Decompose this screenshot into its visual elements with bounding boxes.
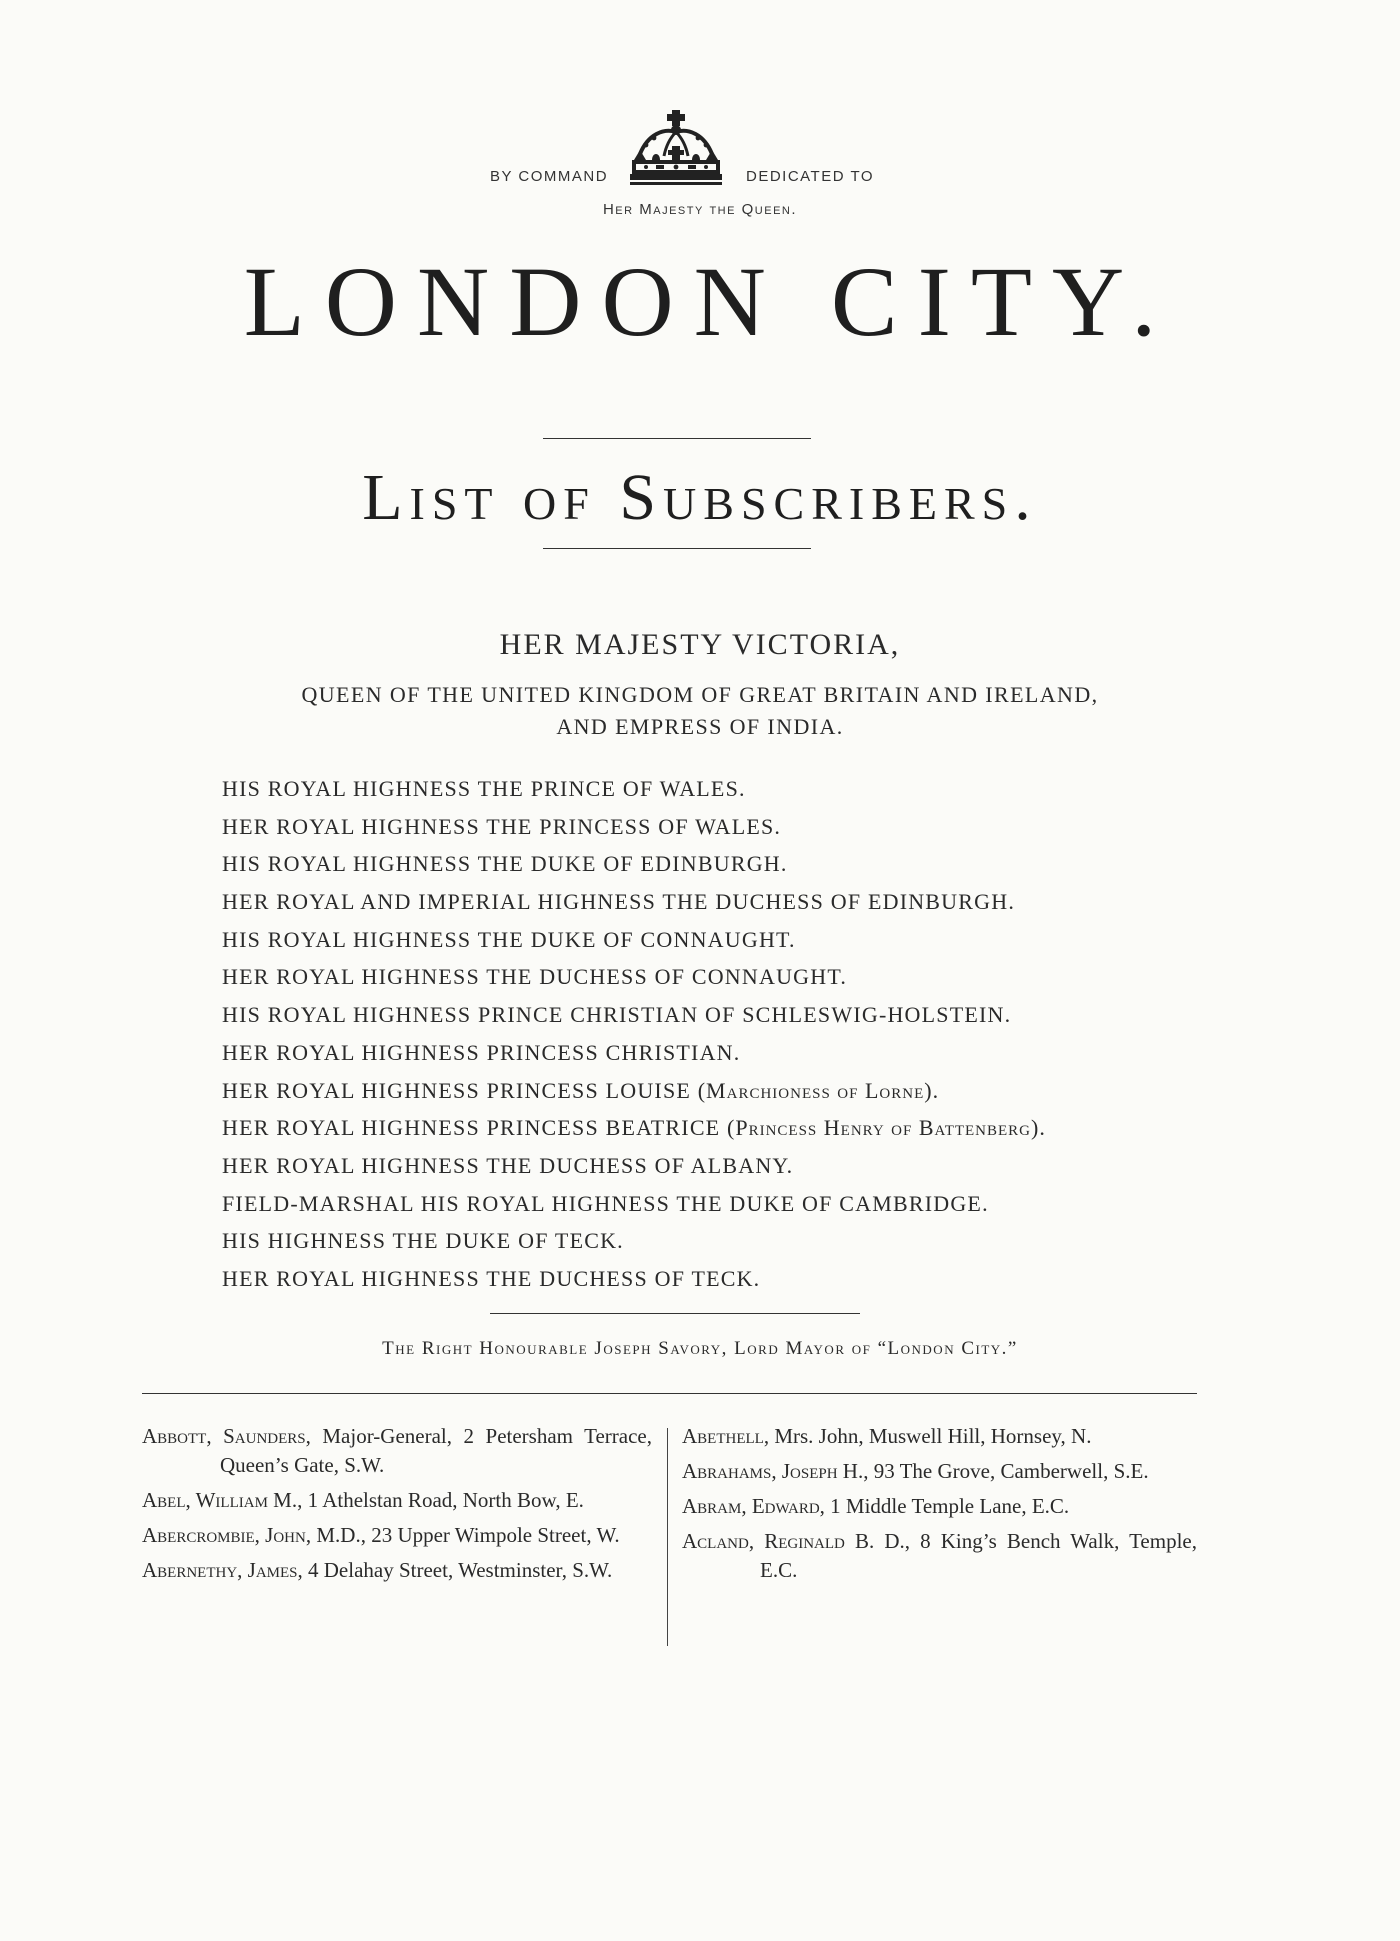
list-item: HIS HIGHNESS THE DUKE OF TECK.: [222, 1228, 624, 1254]
subscriber-entry: Abethell, Mrs. John, Muswell Hill, Hornsey, N.: [682, 1424, 1092, 1448]
list-item: HIS ROYAL HIGHNESS PRINCE CHRISTIAN OF SCHLESWIG-HOLSTEIN.: [222, 1002, 1012, 1028]
columns-divider: [142, 1393, 1197, 1394]
column-separator: [667, 1428, 668, 1646]
her-majesty-line: Her Majesty the Queen.: [602, 201, 798, 218]
title-parenthetical: (Marchioness of Lorne).: [697, 1077, 940, 1103]
subscriber-entry: Abercrombie, John, M.D., 23 Upper Wimpole Street, W.: [142, 1523, 620, 1547]
dedication-header: [0, 110, 1400, 220]
subscriber-entry: Abel, William M., 1 Athelstan Road, North Bow, E.: [142, 1488, 584, 1512]
subscriber-entry: Acland, Reginald B. D., 8 King’s Bench Walk, Temple, E.C.: [682, 1529, 1197, 1582]
title-parenthetical: (Princess Henry of Battenberg).: [727, 1115, 1046, 1141]
dedicated-to-text: DEDICATED TO: [746, 168, 875, 185]
subscriber-entry: Abram, Edward, 1 Middle Temple Lane, E.C.: [682, 1494, 1070, 1518]
list-item: HER ROYAL HIGHNESS PRINCESS CHRISTIAN.: [222, 1039, 741, 1065]
subscribers-column-right: [682, 1422, 1197, 1591]
crown-icon: [626, 110, 726, 186]
list-item: HER ROYAL HIGHNESS THE DUCHESS OF CONNAUGHT.: [222, 964, 848, 990]
title-divider-bottom: [543, 548, 811, 549]
list-item: HER ROYAL HIGHNESS THE PRINCESS OF WALES.: [222, 813, 782, 839]
list-item: HER ROYAL AND IMPERIAL HIGHNESS THE DUCHESS OF EDINBURGH.: [222, 889, 1016, 915]
queen-title-line-2: AND EMPRESS OF INDIA.: [556, 714, 844, 739]
subscriber-entry: Abbott, Saunders, Major-General, 2 Petersham Terrace, Queen’s Gate, S.W.: [142, 1424, 653, 1477]
page-subtitle: List of Subscribers.: [362, 461, 1038, 534]
subscriber-entry: Abernethy, James, 4 Delahay Street, Westminster, S.W.: [142, 1558, 613, 1582]
queen-title-line-1: QUEEN OF THE UNITED KINGDOM OF GREAT BRITAIN AND IRELAND,: [301, 682, 1099, 707]
subscriber-entry: Abrahams, Joseph H., 93 The Grove, Camberwell, S.E.: [682, 1459, 1149, 1483]
list-item: HIS ROYAL HIGHNESS THE DUKE OF CONNAUGHT.: [222, 926, 796, 952]
page-title: LONDON CITY.: [243, 246, 1177, 357]
list-item: HER ROYAL HIGHNESS PRINCESS LOUISE (Marchioness of Lorne).: [222, 1077, 940, 1103]
royal-subscribers-list: [222, 770, 1222, 1298]
list-item: HER ROYAL HIGHNESS THE DUCHESS OF TECK.: [222, 1265, 761, 1291]
title-divider-top: [543, 438, 811, 439]
list-item: HER ROYAL HIGHNESS PRINCESS BEATRICE (Princess Henry of Battenberg).: [222, 1115, 1046, 1141]
section-divider: [490, 1313, 860, 1314]
by-command-text: BY COMMAND: [490, 168, 609, 185]
lord-mayor-line: The Right Honourable Joseph Savory, Lord Mayor of “London City.”: [382, 1338, 1018, 1359]
list-item: HER ROYAL HIGHNESS THE DUCHESS OF ALBANY.: [222, 1152, 794, 1178]
list-item: HIS ROYAL HIGHNESS THE PRINCE OF WALES.: [222, 776, 746, 801]
list-item: FIELD-MARSHAL HIS ROYAL HIGHNESS THE DUKE OF CAMBRIDGE.: [222, 1190, 989, 1216]
list-item: HIS ROYAL HIGHNESS THE DUKE OF EDINBURGH.: [222, 851, 788, 877]
subscribers-column-left: [142, 1422, 652, 1591]
queen-name: HER MAJESTY VICTORIA,: [499, 628, 901, 661]
